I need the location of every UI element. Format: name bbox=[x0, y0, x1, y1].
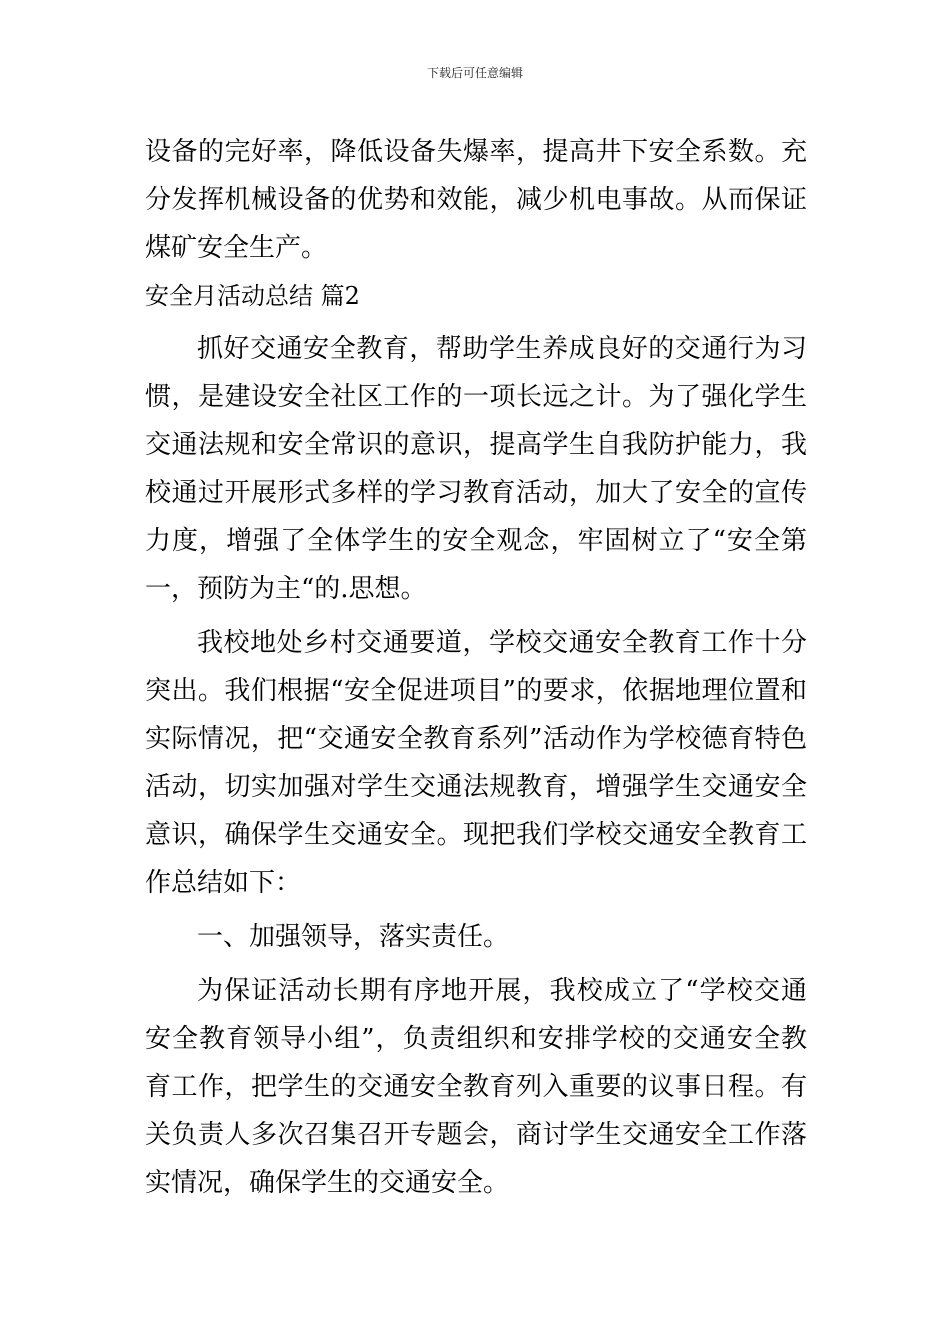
paragraph-traffic-education-intro: 抓好交通安全教育，帮助学生养成良好的交通行为习惯，是建设安全社区工作的一项长远之计。为了强化学生交通法规和安全常识的意识，提高学生自我防护能力，我校通过开展形式多样的学习教育活动，加大了安全的宣传力度，增强了全体学生的安全观念，牢固树立了“安全第一，预防为主“的.思想。 bbox=[145, 334, 807, 604]
paragraph-leadership-group: 为保证活动长期有序地开展，我校成立了“学校交通安全教育领导小组”，负责组织和安排学校的交通安全教育工作，把学生的交通安全教育列入重要的议事日程。有关负责人多次召集召开专题会，商讨学生交通安全工作落实情况，确保学生的交通安全。 bbox=[145, 976, 807, 1198]
paragraph-school-location: 我校地处乡村交通要道，学校交通安全教育工作十分突出。我们根据“安全促进项目”的要求，依据地理位置和实际情况，把“交通安全教育系列”活动作为学校德育特色活动，切实加强对学生交通法规教育，增强学生交通安全意识，确保学生交通安全。现把我们学校交通安全教育工作总结如下： bbox=[145, 628, 807, 898]
section-heading: 安全月活动总结 篇2 bbox=[145, 282, 360, 310]
document-body bbox=[145, 128, 807, 1213]
subheading-leadership: 一、加强领导，落实责任。 bbox=[197, 922, 510, 952]
page-header-note: 下载后可任意编辑 bbox=[426, 66, 523, 80]
paragraph-continuation: 设备的完好率，降低设备失爆率，提高井下安全系数。充分发挥机械设备的优势和效能，减少机电事故。从而保证煤矿安全生产。 bbox=[145, 137, 807, 263]
